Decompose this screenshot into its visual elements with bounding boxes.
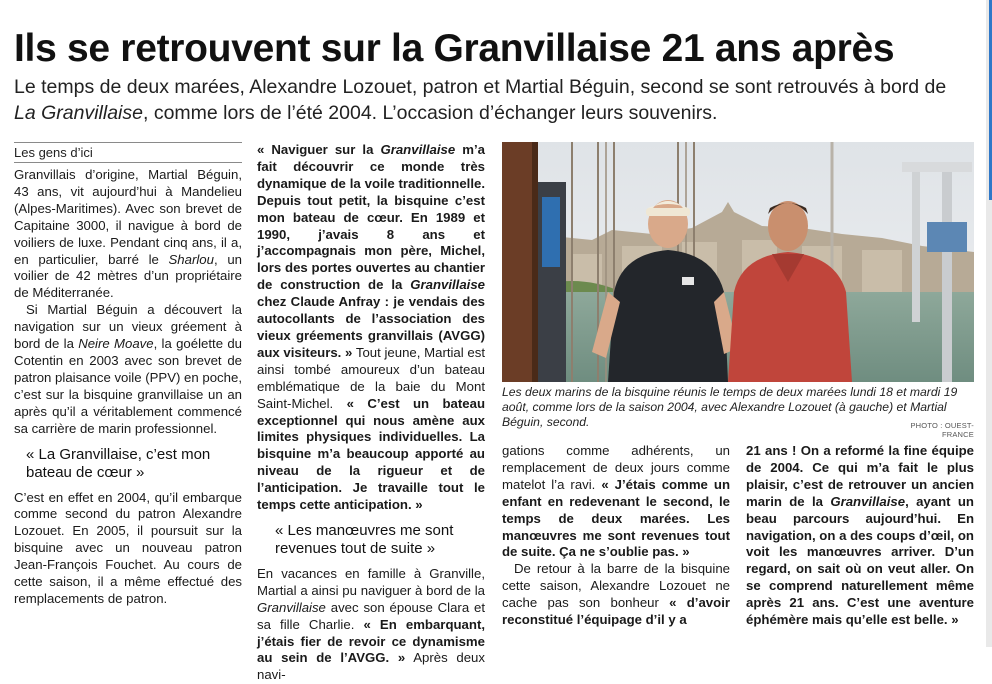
paragraph: De retour à la barre de la bisquine cette saison, Alexandre Lozouet ne cache pas son bonheur « d’avoir reconstitué l’équipage d’il y a <box>502 561 730 628</box>
article-column-4 <box>746 443 974 629</box>
section-subhead: « La Granvillaise, c’est mon bateau de cœur » <box>26 445 211 481</box>
rubric-box <box>14 142 242 163</box>
paragraph: C’est en effet en 2004, qu’il embarque comme second du patron Alexandre Lozouet. En 2005, il poursuit sur la bisquine avec un nouveau patron Jean-François Fouchet. Au cours de cette saison, il a même effectué des remplacements de patron. <box>14 489 242 606</box>
paragraph: gations comme adhérents, un remplacement de deux jours comme matelot l’a ravi. « J’étais comme un enfant en redevenant le second, le temps de deux marées. Les manœuvres me sont revenues tout de suite. Ça ne s’oublie pas. » <box>502 443 730 560</box>
paragraph: 21 ans ! On a reformé la fine équipe de 2004. Ce qui m’a fait le plus plaisir, c’est de retrouver un ancien marin de la Granvillaise, ayant un beau parcours aujourd’hui. En navigation, on a des coups d’œil, on voit les manœuvres arriver. D’un regard, on sait où on veut aller. On se comprend naturellement même après 21 ans. C’est une aventure éphémère mais qu’elle est belle. » <box>746 443 974 628</box>
sailors-photo-illustration <box>502 142 974 382</box>
article-headline: Ils se retrouvent sur la Granvillaise 21 ans après <box>14 27 895 70</box>
paragraph: « Naviguer sur la Granvillaise m’a fait découvrir ce monde très dynamique de la voile traditionnelle. Depuis tout petit, la bisquine c’est mon bateau de cœur. En 1989 et 1990, j’avais 8 ans et j’accompagnais mon père, Michel, lors des portes ouvertes au chantier de construction de la Granvillaise chez Claude Anfray : je vendais des autocollants de l’association des vieux gréements granvillais (AVGG) aux visiteurs. » Tout jeune, Martial est ainsi tombé amoureux d’un bateau emblématique de la baie du Mont Saint-Michel. « C’est un bateau exceptionnel qui nous amène aux limites physiques individuelles. La bisquine m’a beaucoup apporté au niveau de la rigueur et de l’anticipation. Je travaille tout le temps cette anticipation. » <box>257 142 486 513</box>
paragraph: Granvillais d’origine, Martial Béguin, 43 ans, vit aujourd’hui à Mandelieu (Alpes-Maritimes). Avec son brevet de Capitaine 3000, il navigue à bord de voiliers de luxe. Pendant cinq ans, il a, en particulier, barré le Sharlou, un voilier de 42 mètres d’un propriétaire de Méditerranée. <box>14 167 242 301</box>
article-column-1 <box>14 142 242 608</box>
article-photo <box>502 142 974 382</box>
photo-credit: PHOTO : OUEST-FRANCE <box>910 421 974 439</box>
rubric-label: Les gens d’ici <box>14 145 93 160</box>
article-column-2 <box>257 142 485 684</box>
photo-caption: Les deux marins de la bisquine réunis le temps de deux marées lundi 18 et mardi 19 août, comme lors de la saison 2004, avec Alexandre Lozouet (à gauche) et Martial Béguin, second. <box>502 385 958 429</box>
article-standfirst: Le temps de deux marées, Alexandre Lozouet, patron et Martial Béguin, second se sont retrouvés à bord de La Granvillaise, comme lors de l’été 2004. L’occasion d’échanger leurs souvenirs. <box>14 76 947 124</box>
section-subhead: « Les manœuvres me sont revenues tout de suite » <box>275 521 454 557</box>
paragraph: Si Martial Béguin a découvert la navigation sur un vieux gréement à bord de la Neire Moave, la goélette du Cotentin en 2003 avec son brevet de patron plaisance voile (PPV) en poche, c’est sur la bisquine granvillaise un an après qu’il a véritablement commencé sa carrière de marin professionnel. <box>14 302 242 436</box>
article-column-3 <box>502 443 730 629</box>
paragraph: En vacances en famille à Granville, Martial a ainsi pu naviguer à bord de la Granvillaise avec son épouse Clara et sa fille Charlie. « En embarquant, j’étais fier de revoir ce dynamisme au sein de l’AVGG. » Après deux navi- <box>257 565 485 683</box>
